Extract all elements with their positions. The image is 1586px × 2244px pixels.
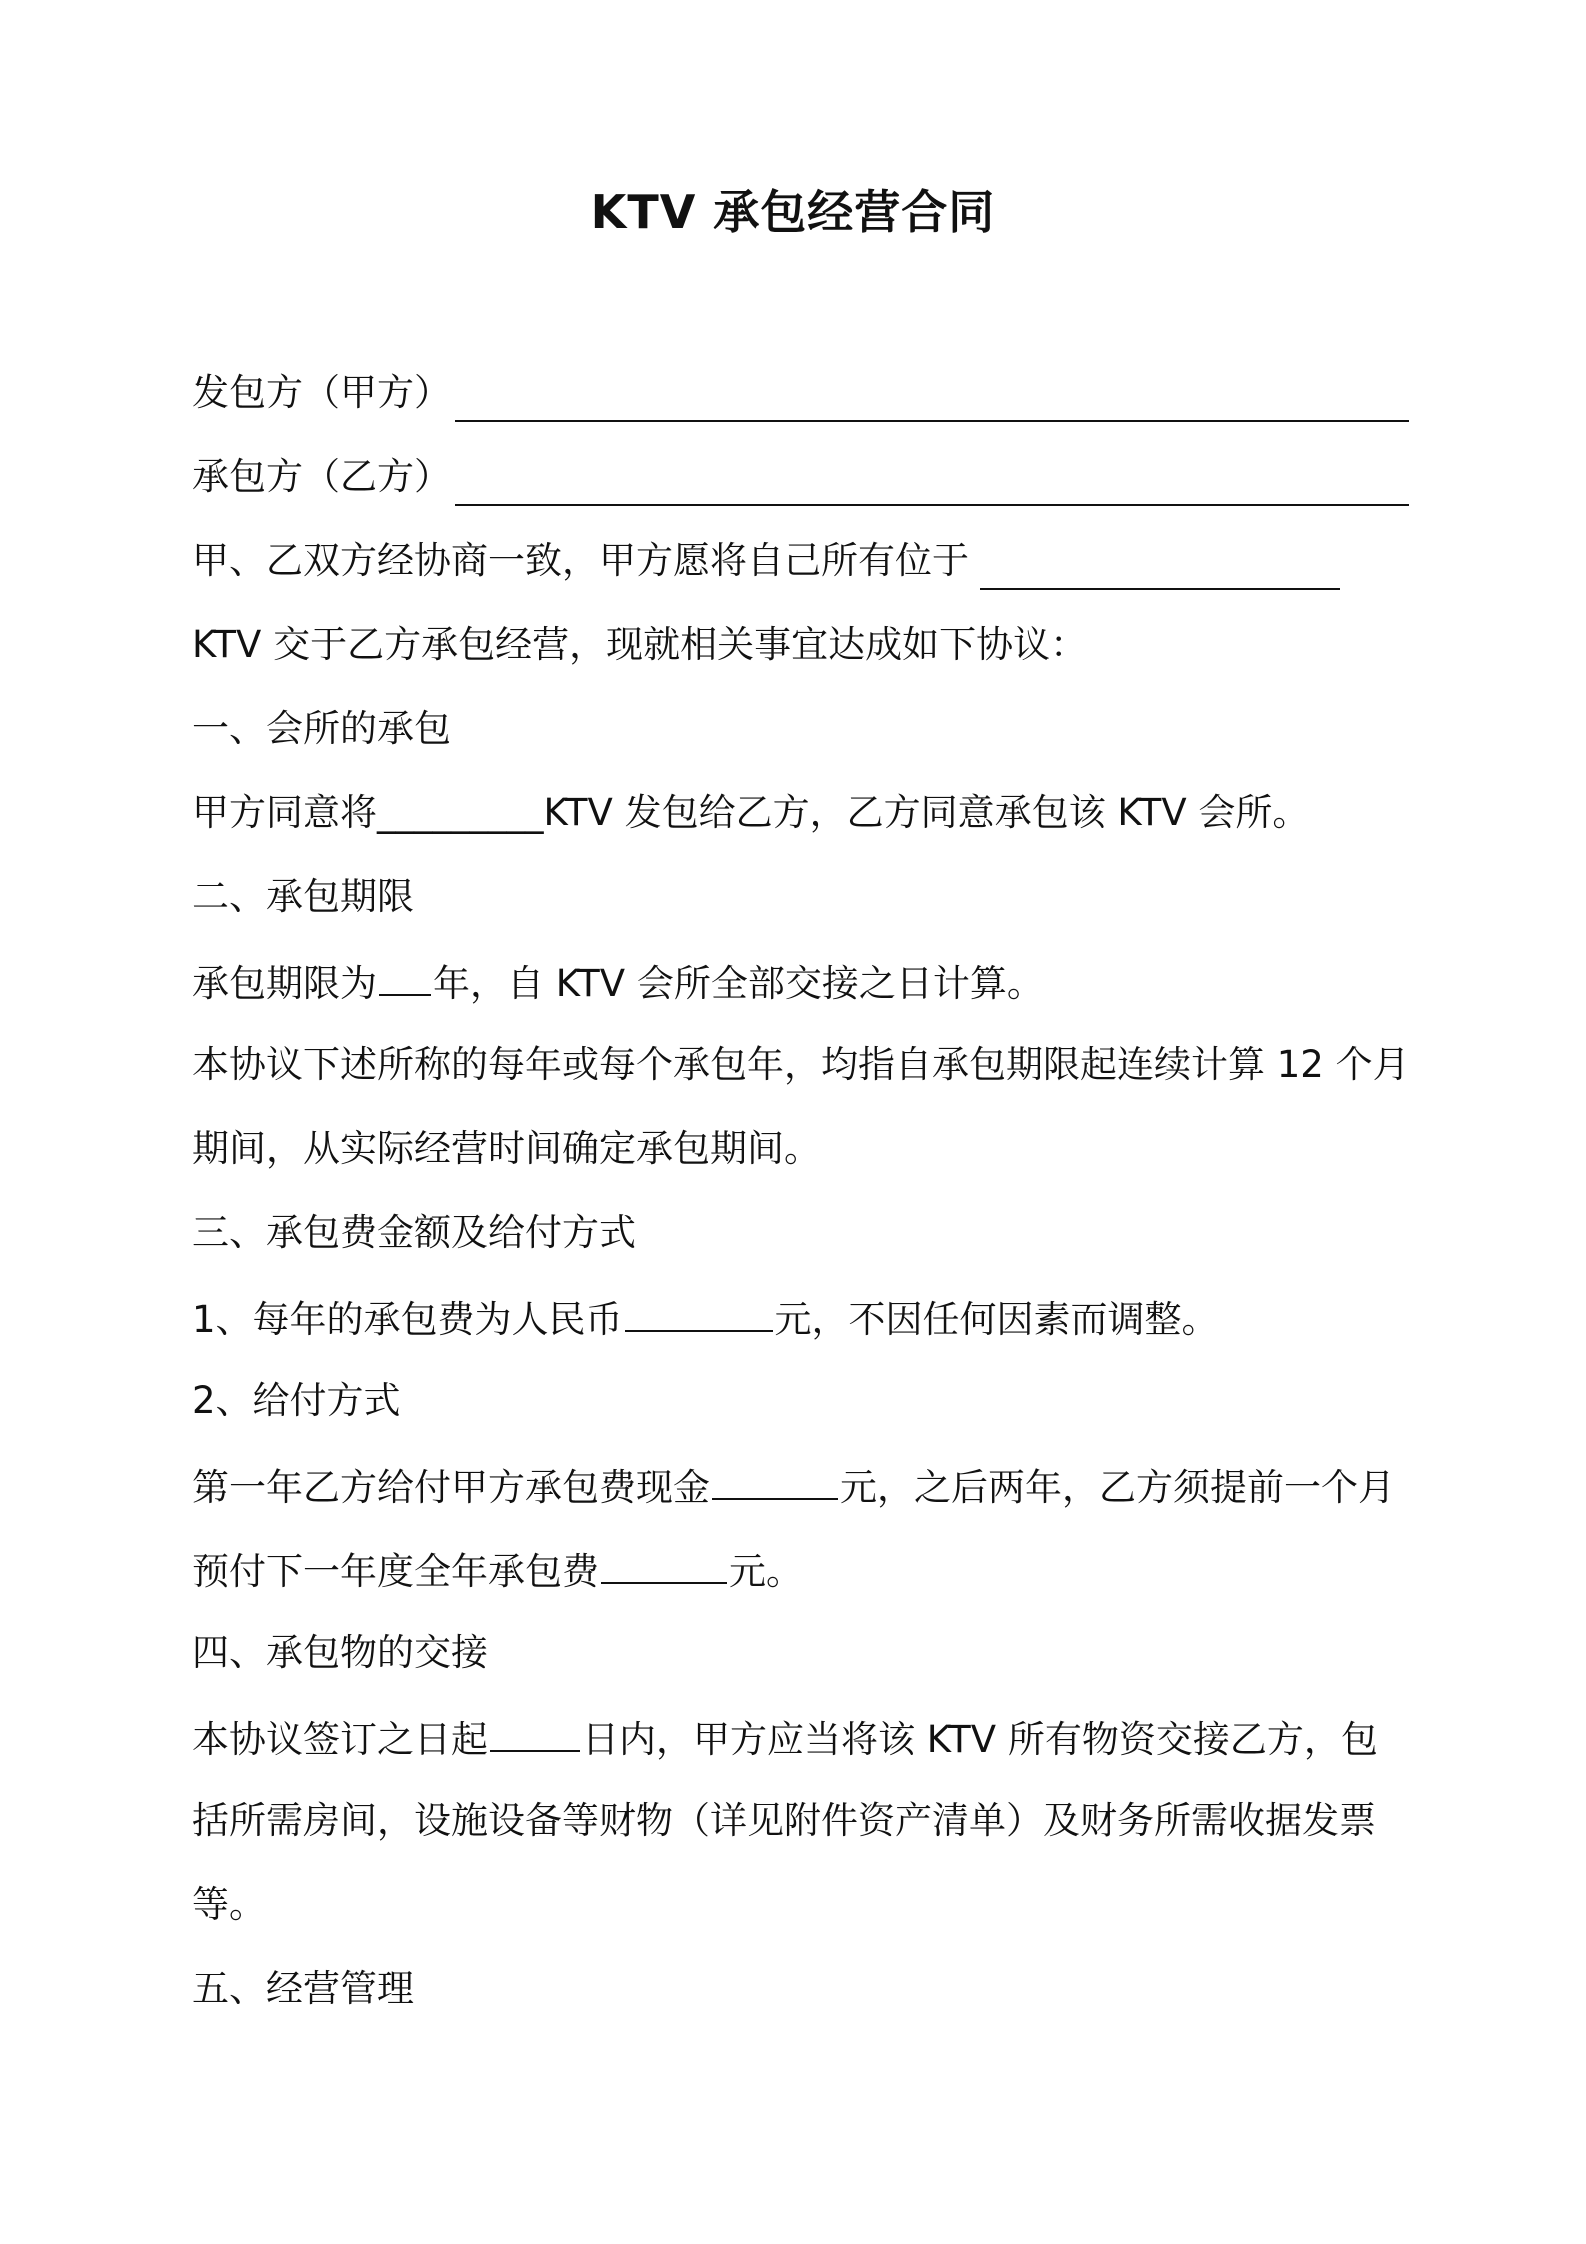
section-3-item-2-line-1: [192, 1460, 1395, 1510]
party-a-blank: [455, 420, 1409, 422]
section-3-item-2-heading: [192, 1376, 401, 1426]
section-2-p2-line-2: [192, 1124, 821, 1174]
payment-method-heading: 2、给付方式: [192, 1379, 401, 1422]
section-3-item-2-line-2: [192, 1544, 803, 1594]
section-4-text-2: 括所需房间，设施设备等财物（详见附件资产清单）及财务所需收据发票: [192, 1799, 1376, 1842]
section-4-line-3: [192, 1880, 266, 1930]
party-a-row: [192, 368, 451, 418]
term-suffix: 年，自 KTV 会所全部交接之日计算。: [433, 962, 1044, 1005]
section-5-heading-text: 五、经营管理: [192, 1967, 414, 2010]
section-3-heading: [192, 1208, 636, 1258]
section-2-heading-text: 二、承包期限: [192, 875, 414, 918]
section-1-underscore-blank: _________: [377, 791, 544, 834]
section-2-term: [192, 956, 1044, 1006]
section-4-line-1: [192, 1712, 1378, 1762]
section-2-p2-line-1: [192, 1040, 1410, 1090]
section-1-body: [192, 788, 1309, 838]
section-4-text-3: 等。: [192, 1883, 266, 1926]
section-2-p2-text-1: 本协议下述所称的每年或每个承包年，均指自承包期限起连续计算 12 个月: [192, 1043, 1410, 1086]
section-1-suffix: KTV 发包给乙方，乙方同意承包该 KTV 会所。: [543, 791, 1310, 834]
party-b-row: [192, 452, 451, 502]
term-prefix: 承包期限为: [192, 962, 377, 1005]
section-1-heading-text: 一、会所的承包: [192, 707, 451, 750]
section-4-line-2: [192, 1796, 1376, 1846]
intro-text-1: 甲、乙双方经协商一致，甲方愿将自己所有位于: [192, 539, 969, 582]
annual-fee-blank: [625, 1292, 773, 1332]
section-4-heading: [192, 1628, 488, 1678]
handover-suffix: 日内，甲方应当将该 KTV 所有物资交接乙方，包: [582, 1718, 1378, 1761]
section-5-heading: [192, 1964, 414, 2014]
intro-line-2: [192, 620, 1087, 670]
intro-text-2: KTV 交于乙方承包经营，现就相关事宜达成如下协议：: [192, 623, 1088, 666]
section-3-heading-text: 三、承包费金额及给付方式: [192, 1211, 636, 1254]
fee-prefix: 1、每年的承包费为人民币: [192, 1298, 623, 1341]
prepay-fee-blank: [601, 1544, 727, 1584]
location-blank: [980, 588, 1340, 590]
section-1-prefix: 甲方同意将: [192, 791, 377, 834]
section-1-heading: [192, 704, 451, 754]
section-2-heading: [192, 872, 414, 922]
section-2-p2-text-2: 期间，从实际经营时间确定承包期间。: [192, 1127, 821, 1170]
section-3-item-1: [192, 1292, 1219, 1342]
prepay-suffix: 元。: [729, 1550, 803, 1593]
document-title: KTV 承包经营合同: [590, 185, 996, 239]
term-years-blank: [379, 956, 431, 996]
party-a-label: 发包方（甲方）: [192, 371, 451, 414]
handover-days-blank: [490, 1712, 580, 1752]
intro-line-1: [192, 536, 969, 586]
section-4-heading-text: 四、承包物的交接: [192, 1631, 488, 1674]
first-year-fee-blank: [712, 1460, 838, 1500]
party-b-label: 承包方（乙方）: [192, 455, 451, 498]
prepay-prefix: 预付下一年度全年承包费: [192, 1550, 599, 1593]
first-year-prefix: 第一年乙方给付甲方承包费现金: [192, 1466, 710, 1509]
first-year-suffix: 元，之后两年，乙方须提前一个月: [840, 1466, 1395, 1509]
party-b-blank: [455, 504, 1409, 506]
handover-prefix: 本协议签订之日起: [192, 1718, 488, 1761]
fee-suffix: 元，不因任何因素而调整。: [774, 1298, 1219, 1341]
